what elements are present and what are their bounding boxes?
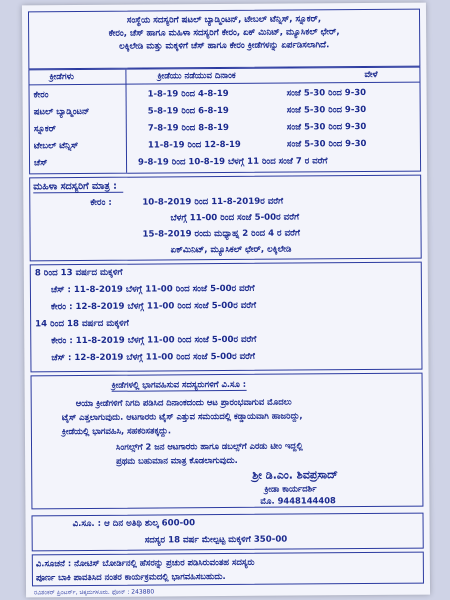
printer-credit: ರವಿಶಂಕರ್ ಪ್ರಿಂಟರ್ಸ್, ಚಿಕ್ಕಮಗಳೂರು. ಫೋನ್ : 243880 [34, 588, 155, 597]
kids-row: ಕೇರಂ : 12-8-2019 ಬೆಳಗ್ಗೆ 11-00 ರಿಂದ ಸಂಜೆ 5-00ರ ವರೆಗೆ [51, 300, 257, 313]
signer-phone: ಮೊ. 9448144408 [260, 495, 336, 506]
note-line-4: ಸಿಂಗಲ್ಸ್‌ಗೆ 2 ಜನ ಆಟಗಾರರು ಹಾಗೂ ಡಬಲ್ಸ್‌ಗೆ ಎರಡು ಟೀಂ ಇದ್ದಲ್ಲಿ [115, 440, 303, 452]
row-dates-time: 9-8-19 ರಿಂದ 10-8-19 ಬೆಳಗ್ಗೆ 11 ರಿಂದ ಸಂಜೆ 7 ರ ವರೆಗೆ [138, 156, 328, 168]
signer-role: ಕ್ರೀಡಾ ಕಾರ್ಯದರ್ಶಿ [264, 483, 317, 494]
row-dates: 5-8-19 ರಿಂದ 6-8-19 [147, 105, 229, 117]
row-game: ಟೇಬಲ್ ಟೆನ್ನಿಸ್ [33, 141, 79, 152]
women-line-4: ಏಕ್‌ಮಿನಿಟ್, ಮ್ಯೂಸಿಕಲ್ ಛೇರ್, ಲಕ್ಕಿಲೇಡಿ [170, 244, 292, 256]
header-dates: ಕ್ರೀಡೆಯು ನಡೆಯುವ ದಿನಾಂಕ [157, 70, 236, 82]
table-row [30, 85, 420, 104]
note-line-3: ಕ್ರೀಡೆಯಲ್ಲಿ ಭಾಗವಹಿಸಿ, ಸಹಕರಿಸತಕ್ಕದ್ದು. [61, 425, 172, 437]
kids-row: ಚೆಸ್ : 11-8-2019 ಬೆಳಗ್ಗೆ 11-00 ರಿಂದ ಸಂಜೆ 5-00ರ ವರೆಗೆ [50, 283, 255, 296]
carrom-label: ಕೇರಂ : [90, 197, 112, 208]
row-game: ಕೇರಂ [33, 90, 49, 101]
note-line-2: ಟೈಸ್ ಎತ್ತಲಾಗುವುದು. ಆಟಗಾರರು ಟೈಸ್ ಎತ್ತುವ ಸಮಯದಲ್ಲಿ ಕಡ್ಡಾಯವಾಗಿ ಹಾಜರಿದ್ದು, [61, 410, 303, 423]
intro-line-1: ಸಂಸ್ಥೆಯ ಸದಸ್ಯರಿಗೆ ಷಟಲ್ ಬ್ಯಾಡ್ಮಿಂಟನ್, ಟೇಬಲ್ ಟೆನ್ನಿಸ್, ಸ್ನೂಕರ್, [126, 14, 322, 26]
row-dates: 11-8-19 ರಿಂದ 12-8-19 [147, 139, 241, 151]
kids-row: ಕೇರಂ : 11-8-2019 ಬೆಳಗ್ಗೆ 11-00 ರಿಂದ ಸಂಜೆ 5-00ರ ವರೆಗೆ [51, 334, 257, 347]
table-row [30, 136, 420, 155]
notice-sheet [22, 3, 430, 598]
kids-section [30, 262, 423, 373]
intro-box [28, 9, 420, 70]
schedule-table [28, 67, 421, 175]
note-title: ಕ್ರೀಡೆಗಳಲ್ಲಿ ಭಾಗವಹಿಸುವ ಸದಸ್ಯರುಗಳಿಗೆ ವಿ.ಸೂ : [111, 378, 247, 390]
row-time: ಸಂಜೆ 5-30 ರಿಂದ 9-30 [286, 139, 367, 150]
fee-line-2: ಸದಸ್ಯರ 18 ವರ್ಷ ಮೇಲ್ಪಟ್ಟ ಮಕ್ಕಳಿಗೆ 350-00 [144, 534, 288, 546]
remark-line-2: ಪೂರ್ಣ ಬಾಕಿ ಪಾವತಿಸಿದ ನಂತರ ಕಾರ್ಯಕ್ರಮದಲ್ಲಿ ಭಾಗವಹಿಸಬಹುದು. [35, 571, 226, 583]
remark-box [32, 552, 424, 587]
intro-line-3: ಲಕ್ಕಿಲೇಡಿ ಮತ್ತು ಮಕ್ಕಳಿಗೆ ಚೆಸ್ ಹಾಗೂ ಕೇರಂ ಕ್ರೀಡೆಗಳನ್ನು ಏರ್ಪಡಿಸಲಾಗಿದೆ. [119, 40, 330, 52]
row-dates: 7-8-19 ರಿಂದ 8-8-19 [147, 122, 229, 134]
note-section [31, 373, 424, 510]
women-title: ಮಹಿಳಾ ಸದಸ್ಯರಿಗೆ ಮಾತ್ರ : [33, 181, 123, 194]
table-row [30, 153, 420, 172]
note-line-5: ಪ್ರಥಮ ಬಹುಮಾನ ಮಾತ್ರ ಕೊಡಲಾಗುವುದು. [116, 454, 238, 466]
kids-group-1: 8 ರಿಂದ 13 ವರ್ಷದ ಮಕ್ಕಳಿಗೆ [34, 267, 123, 279]
row-game: ಷಟಲ್ ಬ್ಯಾಡ್ಮಿಂಟನ್ [33, 106, 90, 118]
kids-group-2: 14 ರಿಂದ 18 ವರ್ಷದ ಮಕ್ಕಳಿಗೆ [35, 318, 129, 330]
intro-line-2: ಕೇರಂ, ಚೆಸ್ ಹಾಗೂ ಮಹಿಳಾ ಸದಸ್ಯರಿಗೆ ಕೇರಂ, ಏಕ್ ಮಿನಿಟ್, ಮ್ಯೂಸಿಕಲ್ ಛೇರ್, [108, 27, 340, 39]
row-game: ಚೆಸ್ [34, 158, 48, 169]
women-line-1: 10-8-2019 ರಿಂದ 11-8-2019ರ ವರೆಗೆ [142, 196, 284, 208]
header-games: ಕ್ರೀಡೆಗಳು [49, 72, 74, 83]
signer-name: ಶ್ರೀ ಡಿ.ಎಂ. ಶಿವಪ್ರಸಾದ್ [252, 468, 338, 482]
note-line-1: ಆಯಾ ಕ್ರೀಡೆಗಳಿಗೆ ನಿಗದಿ ಪಡಿಸಿದ ದಿನಾಂಕದಂದು ಆಟ ಪ್ರಾರಂಭವಾಗುವ ಮೊದಲು [75, 396, 292, 409]
row-time: ಸಂಜೆ 5-30 ರಿಂದ 9-30 [286, 122, 367, 133]
fee-line-1: ವಿ.ಸೂ. : ಆ ದಿನ ಅತಿಥಿ ಶುಲ್ಕ 600-00 [72, 518, 196, 530]
table-row [30, 119, 420, 138]
row-game: ಸ್ನೂಕರ್ [33, 124, 57, 135]
table-row [30, 102, 420, 121]
row-dates: 1-8-19 ರಿಂದ 4-8-19 [147, 88, 229, 100]
row-time: ಸಂಜೆ 5-30 ರಿಂದ 9-30 [286, 105, 367, 116]
remark-line-1: ವಿ.ಸೂಚನೆ : ನೋಟಿಸ್ ಬೋರ್ಡಿನಲ್ಲಿ ಹೆಸರನ್ನು ಪ್ರಚುರ ಪಡಿಸಿರುವಂತಹ ಸದಸ್ಯರು [35, 556, 255, 569]
row-time: ಸಂಜೆ 5-30 ರಿಂದ 9-30 [286, 88, 367, 99]
header-time: ವೇಳೆ [364, 69, 378, 81]
kids-row: ಚೆಸ್ : 12-8-2019 ಬೆಳಗ್ಗೆ 11-00 ರಿಂದ ಸಂಜೆ 5-00ರ ವರೆಗೆ [51, 351, 256, 364]
women-line-3: 15-8-2019 ರಂದು ಮಧ್ಯಾಹ್ನ 2 ರಿಂದ 4 ರ ವರೆಗೆ [142, 228, 301, 240]
women-section [29, 175, 422, 262]
women-line-2: ಬೆಳಗ್ಗೆ 11-00 ರಿಂದ ಸಂಜೆ 5-00ರ ವರೆಗೆ [170, 212, 300, 224]
fee-box [31, 513, 423, 552]
